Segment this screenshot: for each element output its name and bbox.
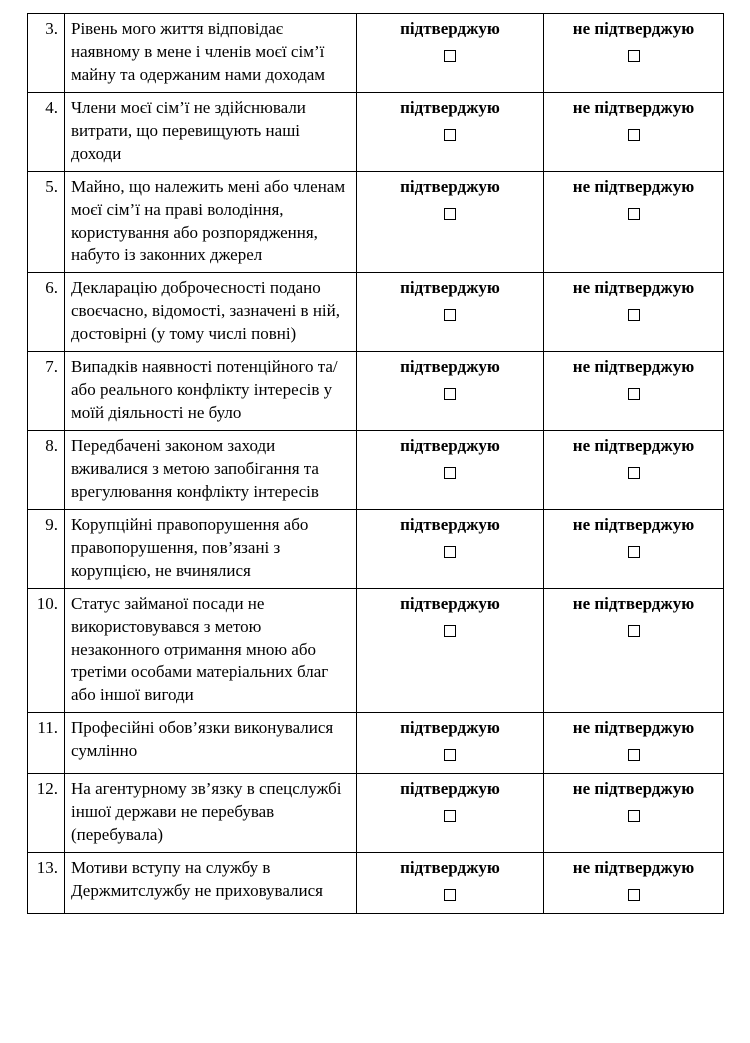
row-number: 3.	[28, 14, 65, 93]
table-row	[28, 14, 724, 93]
confirm-label: підтверджую	[400, 97, 500, 117]
row-number: 13.	[28, 853, 65, 914]
row-number: 7.	[28, 352, 65, 431]
statement-text: Рівень мого життя відповідає наявному в мене і членів моєї сім’ї майну та одержаним нами доходам	[65, 14, 357, 93]
not-confirm-checkbox[interactable]	[628, 467, 640, 479]
not-confirm-cell	[544, 352, 724, 431]
row-number: 10.	[28, 588, 65, 713]
not-confirm-cell	[544, 431, 724, 510]
not-confirm-label: не підтверджую	[572, 593, 695, 613]
not-confirm-checkbox[interactable]	[628, 889, 640, 901]
table-body	[28, 14, 724, 914]
statement-text: На агентурному зв’язку в спецслужбі іншої держави не перебував (перебувала)	[65, 774, 357, 853]
not-confirm-label: не підтверджую	[572, 718, 695, 738]
confirm-label: підтверджую	[400, 779, 500, 799]
confirm-label: підтверджую	[400, 514, 500, 534]
not-confirm-checkbox[interactable]	[628, 546, 640, 558]
not-confirm-checkbox[interactable]	[628, 129, 640, 141]
confirm-checkbox[interactable]	[444, 749, 456, 761]
not-confirm-label: не підтверджую	[572, 19, 695, 38]
not-confirm-checkbox[interactable]	[628, 810, 640, 822]
confirm-cell	[357, 14, 544, 93]
confirm-checkbox[interactable]	[444, 129, 456, 141]
confirm-label: підтверджую	[400, 176, 500, 196]
not-confirm-label: не підтверджую	[572, 97, 695, 117]
row-number: 5.	[28, 171, 65, 273]
confirm-cell	[357, 588, 544, 713]
confirm-checkbox[interactable]	[444, 546, 456, 558]
statement-text: Мотиви вступу на службу в Держмитслужбу не приховувалися	[65, 853, 357, 914]
not-confirm-cell	[544, 273, 724, 352]
statement-text: Передбачені законом заходи вживалися з метою запобігання та врегулювання конфлікту інтересів	[65, 431, 357, 510]
confirm-label: підтверджую	[400, 357, 500, 377]
not-confirm-cell	[544, 588, 724, 713]
confirm-checkbox[interactable]	[444, 810, 456, 822]
confirm-cell	[357, 509, 544, 588]
row-number: 4.	[28, 92, 65, 171]
confirm-cell	[357, 273, 544, 352]
confirm-label: підтверджую	[400, 278, 500, 298]
not-confirm-label: не підтверджую	[572, 858, 695, 877]
table-row	[28, 588, 724, 713]
table-row	[28, 774, 724, 853]
confirm-cell	[357, 171, 544, 273]
statement-text: Статус займаної посади не використовувався з метою незаконного отримання мною або третіми особами матеріальних благ або іншої вигоди	[65, 588, 357, 713]
confirm-cell	[357, 352, 544, 431]
not-confirm-label: не підтверджую	[572, 278, 695, 298]
statement-text: Члени моєї сім’ї не здійснювали витрати, що перевищують наші доходи	[65, 92, 357, 171]
statement-text: Корупційні правопорушення або правопорушення, пов’язані з корупцією, не вчинялися	[65, 509, 357, 588]
table-row	[28, 431, 724, 510]
confirm-checkbox[interactable]	[444, 889, 456, 901]
confirm-checkbox[interactable]	[444, 208, 456, 220]
integrity-declaration-table	[27, 13, 724, 914]
confirm-checkbox[interactable]	[444, 467, 456, 479]
row-number: 12.	[28, 774, 65, 853]
table-row	[28, 713, 724, 774]
not-confirm-cell	[544, 509, 724, 588]
confirm-label: підтверджую	[400, 718, 500, 738]
not-confirm-checkbox[interactable]	[628, 208, 640, 220]
confirm-label: підтверджую	[400, 858, 500, 877]
confirm-cell	[357, 431, 544, 510]
not-confirm-cell	[544, 853, 724, 914]
not-confirm-label: не підтверджую	[572, 436, 695, 455]
table-row	[28, 352, 724, 431]
not-confirm-cell	[544, 171, 724, 273]
not-confirm-label: не підтверджую	[572, 514, 695, 534]
confirm-cell	[357, 92, 544, 171]
not-confirm-label: не підтверджую	[572, 779, 695, 799]
table-row	[28, 92, 724, 171]
not-confirm-cell	[544, 92, 724, 171]
confirm-label: підтверджую	[400, 19, 500, 38]
table-row	[28, 171, 724, 273]
row-number: 8.	[28, 431, 65, 510]
statement-text: Професійні обов’язки виконувалися сумлінно	[65, 713, 357, 774]
confirm-label: підтверджую	[400, 436, 500, 455]
table-row	[28, 273, 724, 352]
confirm-checkbox[interactable]	[444, 309, 456, 321]
not-confirm-checkbox[interactable]	[628, 625, 640, 637]
confirm-checkbox[interactable]	[444, 388, 456, 400]
row-number: 11.	[28, 713, 65, 774]
table-row	[28, 853, 724, 914]
confirm-checkbox[interactable]	[444, 625, 456, 637]
row-number: 6.	[28, 273, 65, 352]
confirm-checkbox[interactable]	[444, 50, 456, 62]
not-confirm-checkbox[interactable]	[628, 309, 640, 321]
not-confirm-cell	[544, 774, 724, 853]
not-confirm-cell	[544, 713, 724, 774]
not-confirm-label: не підтверджую	[572, 357, 695, 377]
confirm-cell	[357, 713, 544, 774]
not-confirm-cell	[544, 14, 724, 93]
not-confirm-checkbox[interactable]	[628, 749, 640, 761]
not-confirm-checkbox[interactable]	[628, 50, 640, 62]
statement-text: Декларацію доброчесності подано своєчасно, відомості, зазначені в ній, достовірні (у тому числі повні)	[65, 273, 357, 352]
not-confirm-checkbox[interactable]	[628, 388, 640, 400]
confirm-label: підтверджую	[400, 593, 500, 613]
row-number: 9.	[28, 509, 65, 588]
table-row	[28, 509, 724, 588]
confirm-cell	[357, 774, 544, 853]
statement-text: Випадків наявності потенційного та/або реального конфлікту інтересів у моїй діяльності не було	[65, 352, 357, 431]
not-confirm-label: не підтверджую	[572, 176, 695, 196]
statement-text: Майно, що належить мені або членам моєї сім’ї на праві володіння, користування або розпорядження, набуто із законних джерел	[65, 171, 357, 273]
confirm-cell	[357, 853, 544, 914]
